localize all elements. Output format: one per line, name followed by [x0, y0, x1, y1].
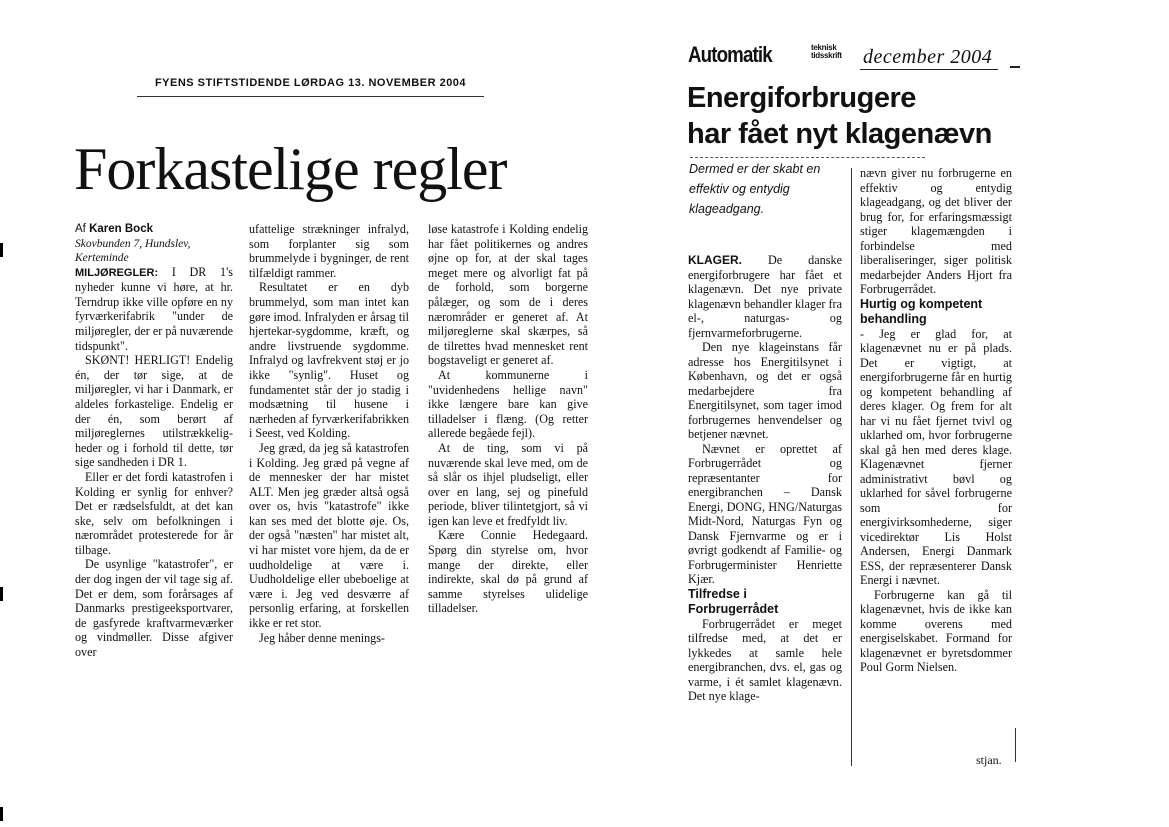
subheading-line-2: behandling — [860, 311, 927, 326]
author-name: Karen Bock — [89, 223, 153, 235]
lead-text: I DR 1's nyheder kunne vi høre, at hr. Terndrup ikke ville opføre en ny fyrværkerifabrik "under de miljøregler, der er på nuværende tidspunkt". — [75, 264, 233, 353]
paragraph: Jeg græd, da jeg så katastrofen i Kolding. Jeg græd på vegne af de mennesker der har mistet ALT. Men jeg græder altså også over os, hvis "katastrofe" ikke kan ses med det blotte øje. Os, der også "næsten" har mistet alt, vi har mistet vore hjem, da de er uudholdelige at være i. Uudholdelige eller ubeboelige at være i. Jeg ved desværre af personlig erfaring, at forskellen ikke er ret stor. — [249, 440, 409, 631]
corner-dash — [1010, 66, 1020, 68]
right-headline — [687, 80, 1027, 152]
author-address — [75, 237, 233, 265]
column-divider — [851, 168, 852, 766]
paragraph: Resultatet er en dyb brummelyd, som man intet kan gøre imod. Infralyden er årsag til hjertekar-sygdomme, kræft, og andre livstruende sygdomme. Infralyd og lavfrekvent støj er jo ikke "synlig". Huset og fundamentet står der jo stadig i modsætning til husene i nærheden af fyrværkerifabrikken i Seest, ved Kolding. — [249, 280, 409, 441]
lead-paragraph — [75, 265, 233, 354]
paragraph: Forbrugerne kan gå til klagenævnet, hvis de ikke kan komme overens med energiselskabet. Formand for klagenævnet er byretsdommer Poul Gorm Nielsen. — [860, 587, 1012, 674]
address-line-2: Kerteminde — [75, 251, 129, 264]
paragraph: Forbrugerrådet er meget tilfredse med, at det er lykkedes at samle hele energibranchen, dvs. el, gas og varme, i ét samlet klagenævn. Det nye klage- — [688, 616, 842, 703]
right-article-column-1 — [688, 253, 842, 704]
byline — [75, 222, 233, 237]
paragraph: At kommunerne i "uvidenhedens hellige navn" ikke længere bare kan give tilladelser i flæng. (Og retter allerede begåede fejl). — [428, 367, 588, 441]
scan-mark — [0, 587, 3, 601]
paragraph: Nævnet er oprettet af Forbrugerrådet og repræsentanter for energibranchen – Dansk Energi, DONG, HNG/Naturgas Midt-Nord, Naturgas Fyn og Dansk Fjernvarme og er i øvrigt godkendt af Familie- og Forbrugerminister Henriette Kjær. — [688, 441, 842, 586]
lead-paragraph — [688, 253, 842, 340]
paragraph: Den nye klageinstans får adresse hos Energitilsynet i København, og det er også medarbejdere fra Energitilsynet, som tager imod forbrugernes henvendelser og betjener nævnet. — [688, 340, 842, 441]
subheading — [860, 297, 1012, 327]
logo-subtitle-line-2: tidsskrift — [811, 51, 842, 60]
lead-kicker: MILJØREGLER: — [75, 266, 159, 279]
column-end-rule — [1015, 728, 1016, 762]
right-headline-line-2: har fået nyt klagenævn — [687, 118, 992, 150]
paragraph: Eller er det fordi katastrofen i Kolding er synlig for enhver? Det er rædselsfuldt, at det kan ske, selv om befolkningen i nærområdet protesterede for år tilbage. — [75, 469, 233, 557]
paragraph: Jeg håber denne menings- — [259, 630, 385, 645]
left-headline: Forkastelige regler — [74, 136, 507, 202]
left-article-column-2 — [249, 222, 409, 645]
right-article-column-2 — [860, 166, 1012, 675]
paragraph: ufattelige strækninger infralyd, som forplanter sig som brummelyde i bygninger, de rent tilfældigt rammer. — [249, 222, 409, 280]
issue-date-underline — [860, 69, 998, 70]
right-headline-line-1: Energiforbrugere — [687, 82, 916, 114]
paragraph: - Jeg er glad for, at klagenævnet nu er på plads. Det er vigtigt, at energiforbrugerne får en hurtig og kompetent behandling af deres klager. Og frem for alt har vi nu fået fjernet tvivl og uklarhed om, hvor forbrugerne skal gå hen med deres klage. Klagenævnet fjerner administrativt bøvl og uklarhed for såvel forbrugerne som for energivirksomhederne, siger vicedirektør Lis Holst Andersen, Energi Danmark ESS, der repræsenterer Dansk Energi i nævnet. — [860, 326, 1012, 587]
paragraph: De usynlige "katastrofer", er der dog ingen der vil tage sig af. Det er dem, som forårsages af Danmarks prestigeeksportvarer, de gasfyrede kraftvarmeværker og vindmøller. Disse afgiver over — [75, 557, 233, 660]
byline-prefix: Af — [75, 223, 86, 235]
paragraph: Kære Connie Hedegaard. Spørg din styrelse om, hvor mange der direkte, eller indirekte, skal dø på grund af samme styrelses ulidelige tilladelser. — [428, 528, 588, 616]
lead-kicker: KLAGER. — [688, 253, 742, 267]
subheading-line-1: Hurtig og kompetent — [860, 296, 983, 311]
masthead-rule — [137, 96, 484, 97]
scan-mark — [0, 243, 3, 257]
paragraph: At de ting, som vi på nuværende skal leve med, om de så slår os ihjel pludseligt, eller over en lang, sej og pinefuld periode, bliver tilintetgjort, så vi igen kan leve et fredfyldt liv. — [428, 440, 588, 528]
left-article-column-3 — [428, 222, 588, 616]
magazine-logo: Automatik — [688, 42, 772, 67]
subheading-line-2: Forbrugerrådet — [688, 601, 779, 616]
newspaper-masthead: FYENS STIFTSTIDENDE LØRDAG 13. NOVEMBER 2004 — [154, 77, 467, 89]
deck-divider — [690, 157, 925, 158]
magazine-logo-subtitle — [811, 44, 851, 60]
issue-date: december 2004 — [863, 46, 993, 68]
author-signature: stjan. — [976, 753, 1002, 767]
paragraph: løse katastrofe i Kolding endelig har fået politikernes og andres øjne op for, at der skal tages meget mere og alvorligt fat på de forhold, som borgerne pålæger, og som de i deres nærområder er generet af. At miljøreglerne skal skærpes, så de tilrettes hvad mennesket rent bogstaveligt er generet af. — [428, 222, 588, 368]
paragraph-text: Endelig én, der tør sige, at de miljøregler, vi har i Danmark, er aldeles forkastelige. Endelig er der én, som berørt af miljøreglernes utilstrækkeligheder og i forhold til dette, tør sige sandheden i DR 1. — [75, 353, 233, 470]
paragraph — [75, 353, 233, 470]
kicker-2: SKØNT! HERLIGT! — [85, 353, 191, 368]
article-deck: Dermed er der skabt en effektiv og entydig klageadgang. — [689, 162, 821, 216]
scan-mark — [0, 807, 3, 821]
logo-subtitle-line-1: teknisk — [811, 43, 837, 52]
subheading — [688, 587, 842, 617]
left-article-column-1 — [75, 222, 233, 660]
subheading-line-1: Tilfredse i — [688, 586, 747, 601]
lead-text: De danske energiforbrugere har fået et klagenævn. Det nye private klagenævn behandler klager fra el-, naturgas- og fjernvarmeforbrugerne. — [688, 253, 842, 340]
paragraph: nævn giver nu forbrugerne en effektiv og entydig klageadgang, og det bliver der brug for, for erfaringsmæssigt stiger klagemængden i forbindelse med liberaliseringer, siger politisk medarbejder Anders Hjort fra Forbrugerrådet. — [860, 166, 1012, 296]
address-line-1: Skovbunden 7, Hundslev, — [75, 237, 191, 250]
